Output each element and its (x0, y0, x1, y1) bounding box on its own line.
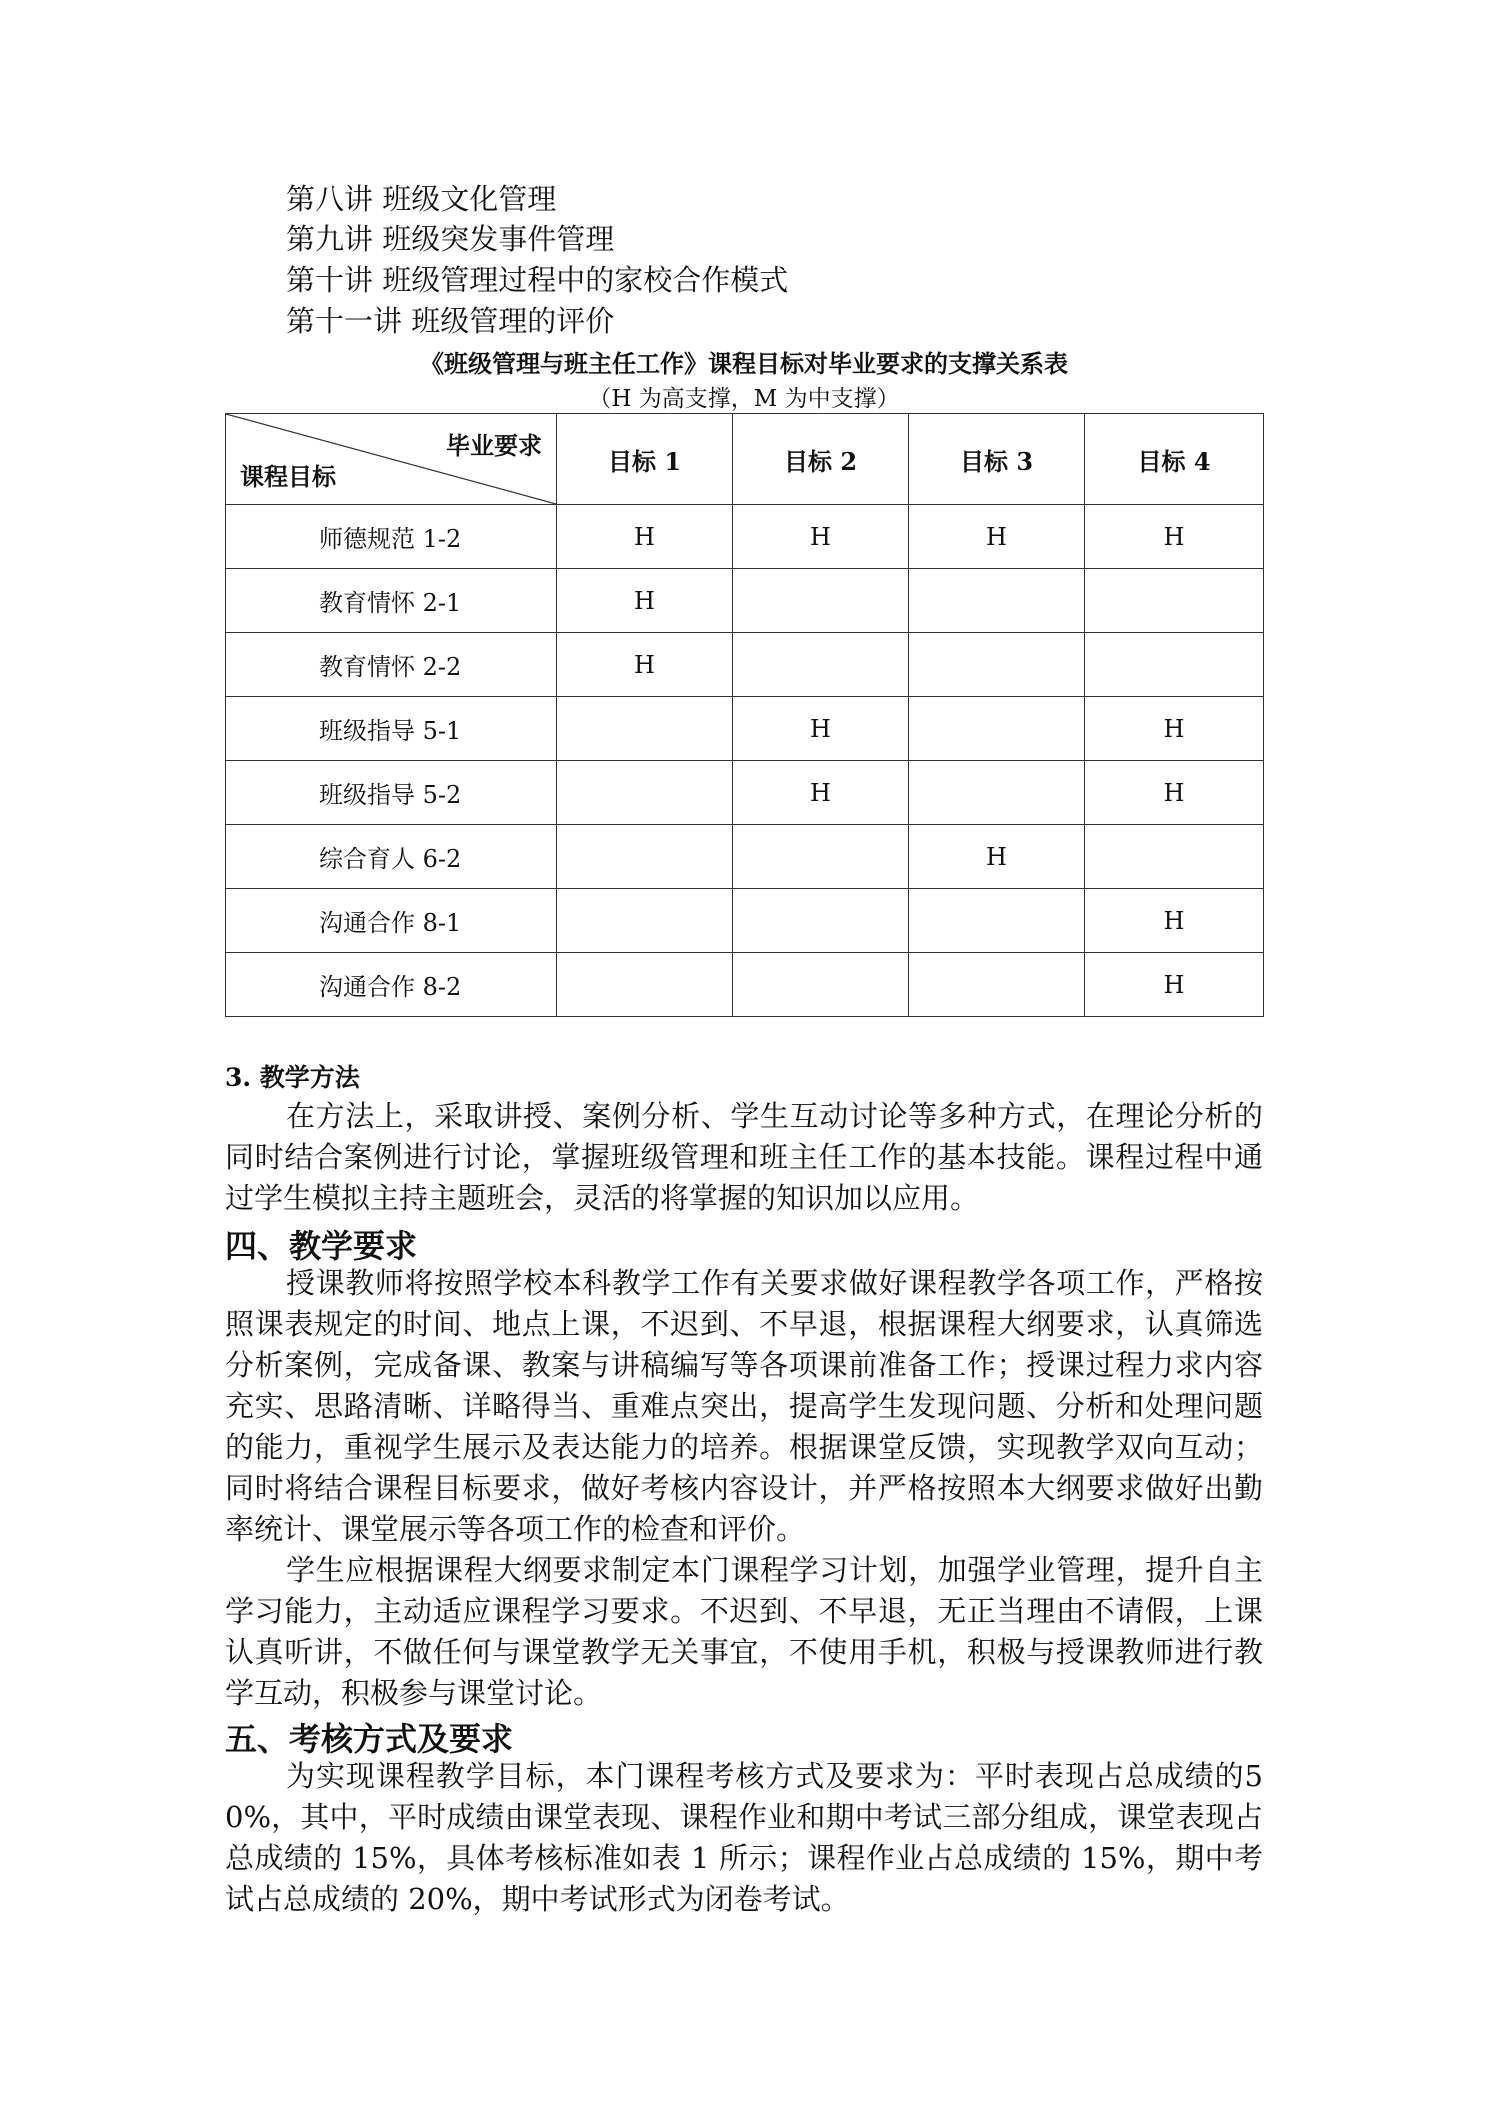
section-heading-teaching-requirements: 四、教学要求 (225, 1227, 418, 1265)
table-cell: H (733, 697, 909, 761)
table-cell (1085, 569, 1264, 633)
table-cell (733, 569, 909, 633)
table-row (226, 505, 1264, 569)
paragraph-teacher-requirements: 授课教师将按照学校本科教学工作有关要求做好课程教学各项工作，严格按照课表规定的时间、地点上课，不迟到、不早退，根据课程大纲要求，认真筛选分析案例，完成备课、教案与讲稿编写等各项课前准备工作；授课过程力求内容充实、思路清晰、详略得当、重难点突出，提高学生发现问题、分析和处理问题的能力，重视学生展示及表达能力的培养。根据课堂反馈，实现教学双向互动；同时将结合课程目标要求，做好考核内容设计，并严格按照本大纲要求做好出勤率统计、课堂展示等各项工作的检查和评价。 (225, 1266, 1263, 1546)
table-cell: H (557, 569, 733, 633)
row-label: 沟通合作 8-1 (226, 889, 557, 953)
table-cell (909, 889, 1085, 953)
table-cell (557, 889, 733, 953)
column-header: 目标 4 (1085, 414, 1264, 505)
paragraph-student-requirements: 学生应根据课程大纲要求制定本门课程学习计划，加强学业管理，提升自主学习能力，主动适应课程学习要求。不迟到、不早退，无正当理由不请假，上课认真听讲，不做任何与课堂教学无关事宜，不使用手机，积极与授课教师进行教学互动，积极参与课堂讨论。 (225, 1553, 1263, 1710)
table-row (226, 953, 1264, 1017)
table-cell: H (1085, 761, 1264, 825)
table-cell (909, 761, 1085, 825)
lecture-item: 第九讲 班级突发事件管理 (286, 222, 615, 256)
lecture-item: 第十一讲 班级管理的评价 (286, 304, 615, 338)
paragraph-teaching-methods: 在方法上，采取讲授、案例分析、学生互动讨论等多种方式，在理论分析的同时结合案例进行讨论，掌握班级管理和班主任工作的基本技能。课程过程中通过学生模拟主持主题班会，灵活的将掌握的知识加以应用。 (225, 1099, 1263, 1215)
lecture-item: 第十讲 班级管理过程中的家校合作模式 (286, 263, 789, 297)
row-label: 综合育人 6-2 (226, 825, 557, 889)
table-header-row (226, 414, 1264, 505)
table-row (226, 697, 1264, 761)
table-corner-cell (226, 414, 557, 505)
table-cell (909, 569, 1085, 633)
lecture-item: 第八讲 班级文化管理 (286, 182, 557, 216)
table-cell (733, 633, 909, 697)
support-table (225, 413, 1264, 1017)
section-heading-assessment: 五、考核方式及要求 (225, 1720, 514, 1758)
table-cell (557, 825, 733, 889)
table-row (226, 889, 1264, 953)
paragraph-assessment: 为实现课程教学目标，本门课程考核方式及要求为：平时表现占总成绩的50%，其中，平时成绩由课堂表现、课程作业和期中考试三部分组成，课堂表现占总成绩的 15%，具体考核标准如表 1 所示；课程作业占总成绩的 15%，期中考试占总成绩的 20%，期中考试形式为闭卷考试。 (225, 1759, 1263, 1916)
corner-label-objective: 课程目标 (240, 462, 336, 491)
table-cell (909, 697, 1085, 761)
table-cell: H (909, 825, 1085, 889)
column-header: 目标 1 (557, 414, 733, 505)
table-cell (1085, 633, 1264, 697)
row-label: 教育情怀 2-2 (226, 633, 557, 697)
row-label: 师德规范 1-2 (226, 505, 557, 569)
table-row (226, 825, 1264, 889)
table-cell: H (733, 761, 909, 825)
table-cell: H (1085, 953, 1264, 1017)
table-cell (733, 953, 909, 1017)
table-cell (909, 953, 1085, 1017)
row-label: 沟通合作 8-2 (226, 953, 557, 1017)
table-cell (557, 761, 733, 825)
table-cell: H (557, 633, 733, 697)
row-label: 班级指导 5-2 (226, 761, 557, 825)
table-cell (733, 825, 909, 889)
table-cell (1085, 825, 1264, 889)
table-cell: H (1085, 697, 1264, 761)
table-cell (557, 697, 733, 761)
table-cell: H (1085, 505, 1264, 569)
section-heading-teaching-methods: 3. 教学方法 (225, 1063, 360, 1092)
table-cell (909, 633, 1085, 697)
row-label: 教育情怀 2-1 (226, 569, 557, 633)
table-cell: H (909, 505, 1085, 569)
corner-label-requirement: 毕业要求 (446, 431, 542, 460)
table-cell: H (557, 505, 733, 569)
table-subtitle: （H 为高支撑，M 为中支撑） (588, 386, 900, 412)
table-row (226, 633, 1264, 697)
table-title: 《班级管理与班主任工作》课程目标对毕业要求的支撑关系表 (420, 349, 1068, 378)
column-header: 目标 3 (909, 414, 1085, 505)
table-row (226, 761, 1264, 825)
table-cell (557, 953, 733, 1017)
column-header: 目标 2 (733, 414, 909, 505)
table-cell (733, 889, 909, 953)
table-cell: H (1085, 889, 1264, 953)
table-cell: H (733, 505, 909, 569)
row-label: 班级指导 5-1 (226, 697, 557, 761)
table-row (226, 569, 1264, 633)
